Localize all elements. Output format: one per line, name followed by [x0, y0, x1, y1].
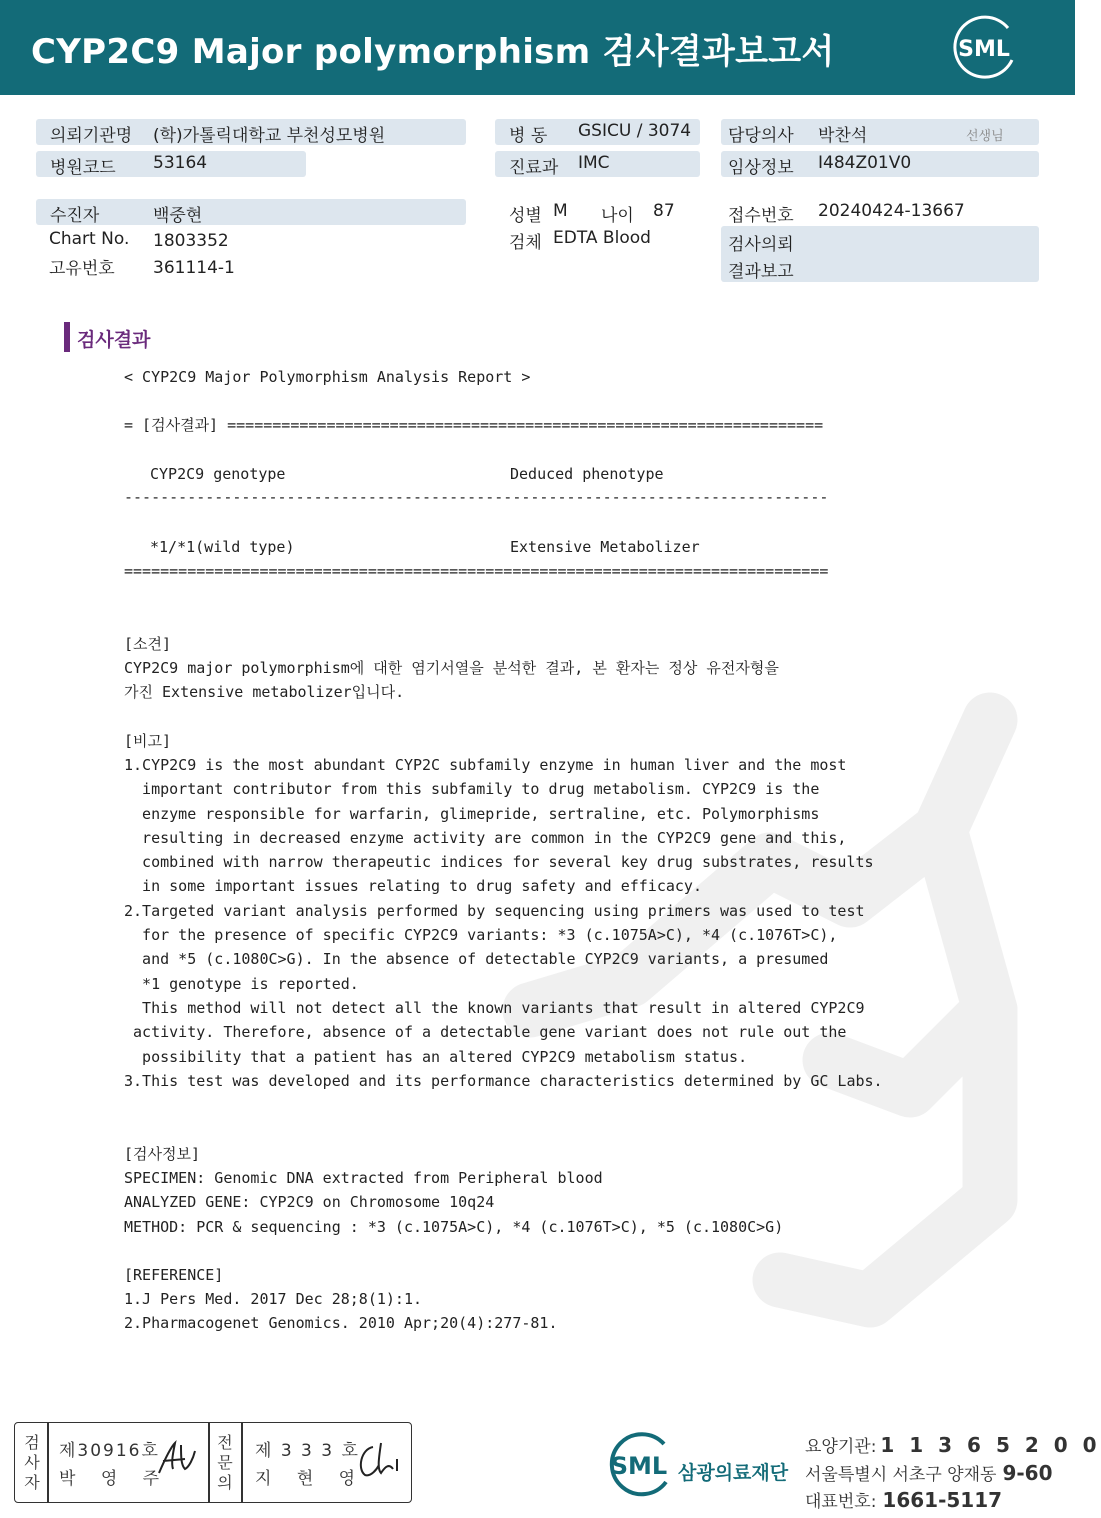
patient-field: 수진자 백중현: [36, 199, 466, 225]
remark-line: possibility that a patient has an altered CYP2C9 metabolism status.: [124, 1047, 748, 1066]
remark-line: important contributor from this subfamily to drug metabolism. CYP2C9 is the: [124, 780, 820, 799]
signature-box: [14, 1422, 412, 1503]
result-header-line: = [검사결과] ==================================================================: [124, 416, 824, 434]
tester-signature-icon: [155, 1439, 199, 1479]
test-info-line: SPECIMEN: Genomic DNA extracted from Peripheral blood: [124, 1169, 603, 1187]
phone-info: 대표번호: 1661-5117: [805, 1488, 1003, 1512]
report-title: CYP2C9 Major polymorphism 검사결과보고서: [31, 32, 835, 72]
reference-line: 1.J Pers Med. 2017 Dec 28;8(1):1.: [124, 1290, 423, 1308]
opinion-line-2: 가진 Extensive metabolizer입니다.: [124, 683, 405, 701]
reference-line: 2.Pharmacogenet Genomics. 2010 Apr;20(4):277-81.: [124, 1314, 558, 1333]
reference-header: [REFERENCE]: [124, 1266, 224, 1284]
unique-no-label: 고유번호: [49, 259, 115, 279]
reference-block: [124, 1287, 557, 1336]
address-info: 서울특별시 서초구 양재동 9-60: [805, 1461, 1053, 1485]
receipt-value: 20240424-13667: [818, 201, 965, 221]
sex-value: M: [553, 201, 568, 221]
age-label: 나이: [601, 206, 634, 226]
specialist-name: 지 현 영: [255, 1469, 366, 1489]
unique-no-value: 361114-1: [153, 258, 235, 278]
remark-line: for the presence of specific CYP2C9 variants: *3 (c.1075A>C), *4 (c.1076T>C),: [124, 926, 838, 945]
yoyang-info: 요양기관: 1 1 3 6 5 2 0 0: [805, 1433, 1101, 1457]
ward-field: 병 동 GSICU / 3074: [495, 119, 700, 145]
dash-divider: ------------------------------------------------------------------------------: [124, 488, 829, 506]
phenotype-value: Extensive Metabolizer: [510, 538, 700, 556]
specialist-label: 전문의: [217, 1433, 233, 1492]
test-info-header: [검사정보]: [124, 1145, 201, 1163]
chart-no-label: Chart No.: [49, 229, 130, 249]
tester-name: 박 영 주: [59, 1469, 170, 1489]
test-info-line: ANALYZED GENE: CYP2C9 on Chromosome 10q24: [124, 1193, 495, 1212]
test-info-line: METHOD: PCR & sequencing : *3 (c.1075A>C), *4 (c.1076T>C), *5 (c.1080C>G): [124, 1217, 784, 1236]
doctor-field: 담당의사 박찬석 선생님: [721, 119, 1039, 145]
remark-line: 3.This test was developed and its performance characteristics determined by GC Labs.: [124, 1071, 883, 1090]
specialist-signature-icon: [353, 1439, 403, 1483]
institution-field: 의뢰기관명 (학)가톨릭대학교 부천성모병원: [36, 119, 466, 145]
remark-line: This method will not detect all the known variants that result in altered CYP2C9: [124, 998, 865, 1017]
header-banner: [0, 0, 1075, 95]
remark-line: activity. Therefore, absence of a detectable gene variant does not rule out the: [124, 1023, 847, 1042]
remark-line: combined with narrow therapeutic indices for several key drug substrates, results: [124, 853, 874, 872]
tester-license-no: 제30916호: [59, 1441, 160, 1461]
specimen-label: 검체: [509, 233, 542, 253]
section-title: 검사결과: [77, 329, 151, 351]
request-report-field: 검사의뢰 결과보고: [721, 226, 1039, 282]
remark-line: in some important issues relating to drug safety and efficacy.: [124, 877, 702, 896]
doctor-title: 선생님: [966, 129, 1004, 144]
remark-line: and *5 (c.1080C>G). In the absence of detectable CYP2C9 variants, a presumed: [124, 950, 829, 969]
sex-label: 성별: [509, 206, 542, 226]
age-value: 87: [653, 201, 675, 221]
receipt-label: 접수번호: [728, 206, 794, 226]
tester-label: 검사자: [24, 1433, 40, 1492]
specimen-value: EDTA Blood: [553, 228, 651, 248]
footer-brand-name: 삼광의료재단: [678, 1462, 789, 1484]
specialist-license-no: 제 3 3 3 호: [255, 1441, 360, 1461]
genotype-value: *1/*1(wild type): [150, 538, 295, 556]
footer-sml-logo: [606, 1432, 676, 1498]
dept-field: 진료과 IMC: [495, 151, 700, 177]
remark-header: [비고]: [124, 732, 172, 750]
svg-text:SML: SML: [610, 1452, 668, 1480]
svg-text:SML: SML: [958, 37, 1010, 62]
remark-line: resulting in decreased enzyme activity are common in the CYP2C9 gene and this,: [124, 828, 847, 847]
phenotype-column-header: Deduced phenotype: [510, 465, 664, 483]
remark-line: 2.Targeted variant analysis performed by sequencing using primers was used to test: [124, 901, 865, 920]
hospital-code-field: 병원코드 53164: [36, 151, 306, 177]
equal-divider: ==============================================================================: [124, 562, 829, 580]
opinion-line-1: CYP2C9 major polymorphism에 대한 염기서열을 분석한 결과, 본 환자는 정상 유전자형을: [124, 659, 779, 677]
test-info-block: [124, 1166, 783, 1239]
genotype-column-header: CYP2C9 genotype: [150, 465, 286, 483]
section-accent-bar: [64, 322, 70, 352]
remark-line: 1.CYP2C9 is the most abundant CYP2C subfamily enzyme in human liver and the most: [124, 756, 847, 774]
analysis-report-title: < CYP2C9 Major Polymorphism Analysis Report >: [124, 368, 531, 386]
chart-no-value: 1803352: [153, 231, 229, 251]
sml-logo: [946, 14, 1022, 78]
remark-line: *1 genotype is reported.: [124, 974, 359, 993]
opinion-header: [소견]: [124, 635, 172, 653]
remark-block: [124, 753, 883, 1093]
remark-line: enzyme responsible for warfarin, glimepride, sertraline, etc. Polymorphisms: [124, 804, 820, 823]
clinical-info-field: 임상정보 I484Z01V0: [721, 151, 1039, 177]
